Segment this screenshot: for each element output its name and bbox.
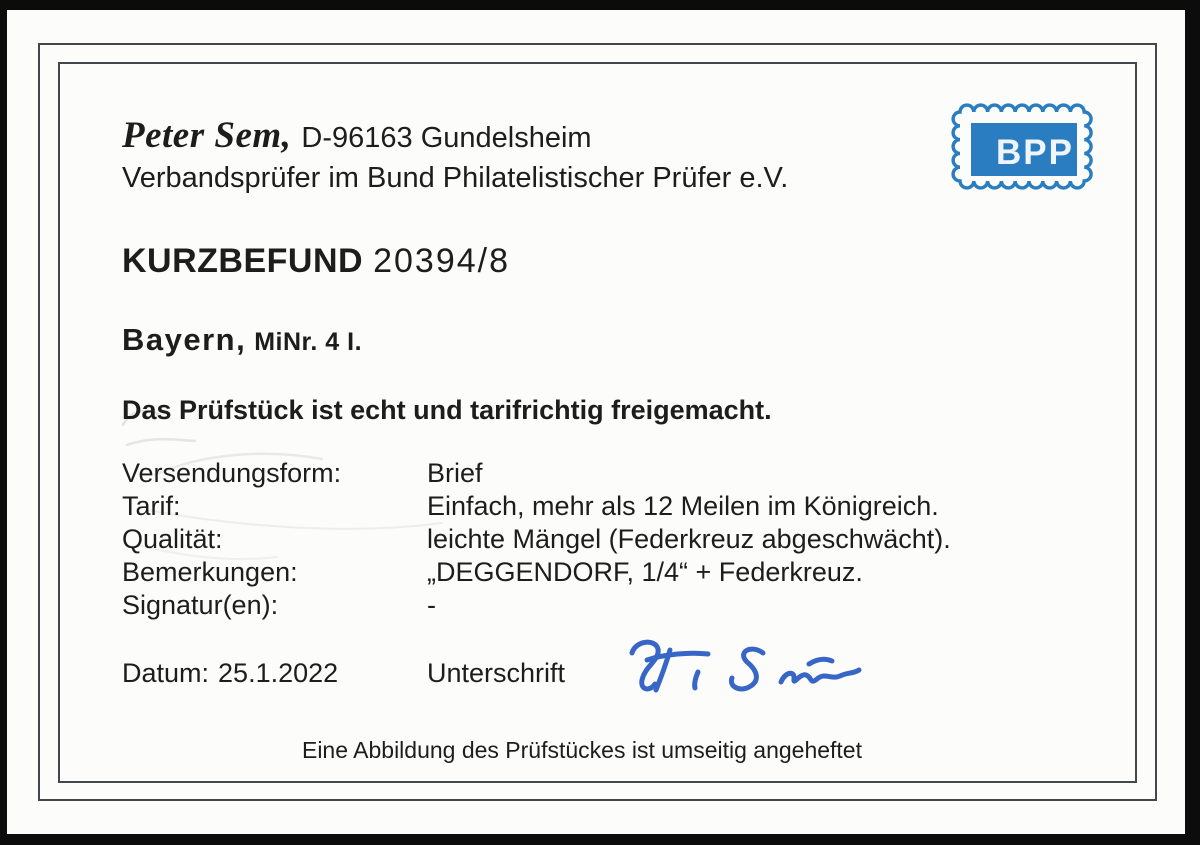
document-type: KURZBEFUND [122, 242, 364, 280]
signature-label: Unterschrift [427, 658, 566, 688]
certificate-card [7, 10, 1185, 834]
catalog-reference: MiNr. 4 I. [254, 328, 363, 356]
document-title-line [122, 242, 510, 281]
date-label: Datum: [122, 658, 210, 688]
field-label: Bemerkungen: [122, 557, 298, 587]
field-label: Versendungsform: [122, 458, 342, 488]
footer-note: Eine Abbildung des Prüfstückes ist umseitig angeheftet [301, 737, 862, 763]
field-value: Brief [427, 458, 483, 488]
bpp-stamp-logo-icon [948, 98, 1100, 194]
header-line [122, 114, 592, 157]
date-value: 25.1.2022 [218, 658, 339, 688]
details-table [122, 457, 951, 622]
bpp-logo-text: BPP [996, 133, 1074, 172]
field-value: leichte Mängel (Federkreuz abgeschwächt). [427, 524, 951, 554]
table-row [122, 490, 951, 523]
examiner-role: Verbandsprüfer im Bund Philatelistischer Prüfer e.V. [122, 162, 789, 194]
field-value: - [427, 590, 436, 620]
field-label: Qualität: [122, 524, 223, 554]
examiner-location: D-96163 Gundelsheim [301, 122, 592, 154]
handwritten-signature [595, 620, 885, 720]
field-value: „DEGGENDORF, 1/4“ + Federkreuz. [427, 557, 863, 587]
examiner-name: Peter Sem, [122, 115, 292, 156]
subject-line [122, 322, 362, 358]
field-label: Signatur(en): [122, 590, 279, 620]
field-value: Einfach, mehr als 12 Meilen im Königreich. [427, 491, 939, 521]
date-signature-row [122, 658, 566, 689]
table-row [122, 589, 951, 622]
field-label: Tarif: [122, 491, 181, 521]
document-number: 20394/8 [373, 242, 510, 280]
table-row [122, 457, 951, 490]
region-name: Bayern, [122, 322, 247, 357]
table-row [122, 523, 951, 556]
table-row [122, 556, 951, 589]
authenticity-statement: Das Prüfstück ist echt und tarifrichtig freigemacht. [122, 395, 772, 425]
